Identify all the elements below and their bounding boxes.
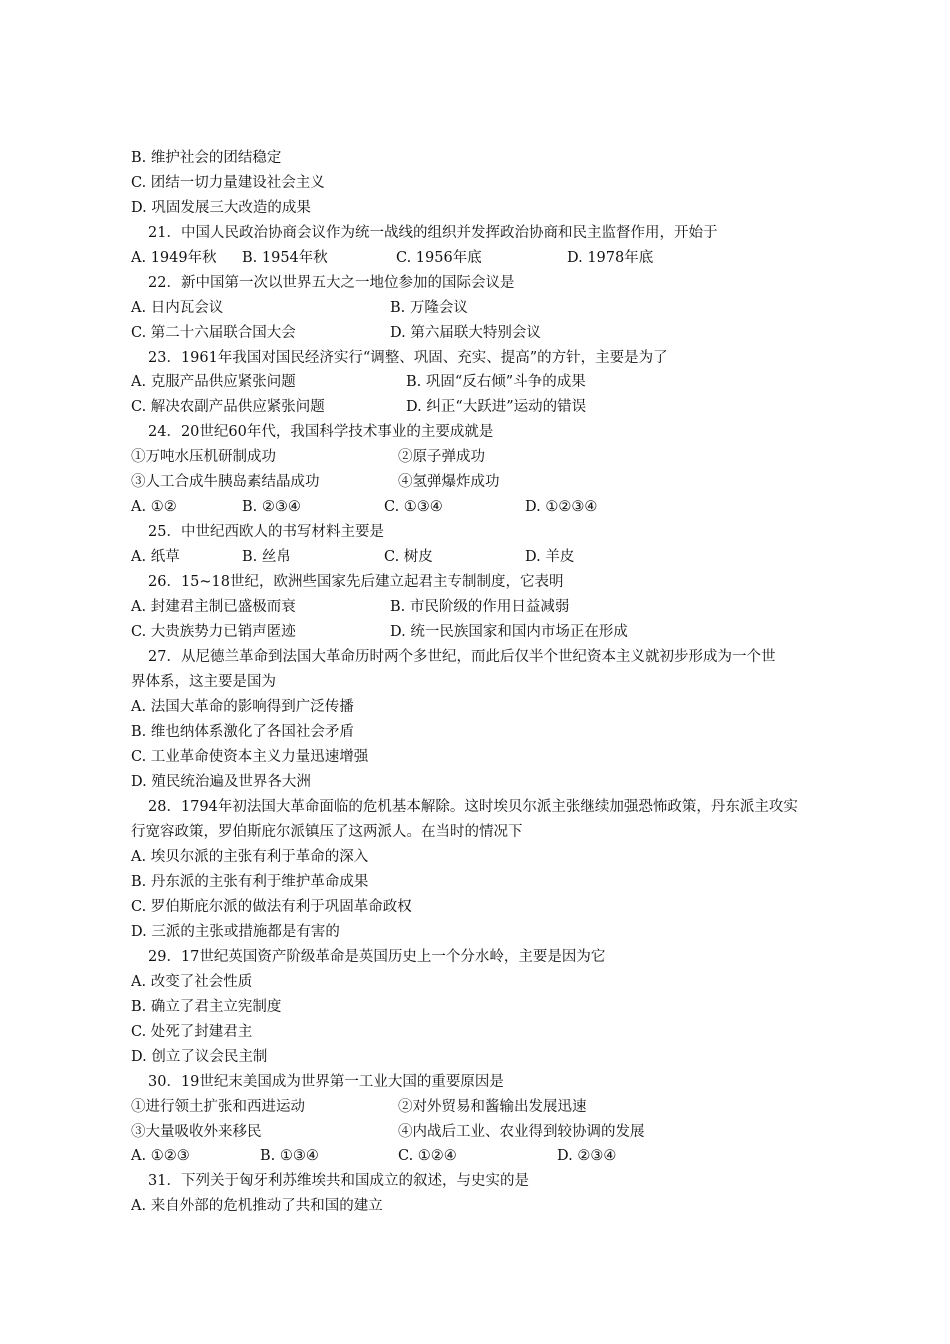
- q22-option-b: B. 万隆会议: [390, 300, 468, 316]
- q31-option-a: A. 来自外部的危机推动了共和国的建立: [131, 1198, 383, 1214]
- q20-option-c: C. 团结一切力量建设社会主义: [131, 175, 325, 191]
- q24-item-3: ③人工合成牛胰岛素结晶成功: [131, 474, 320, 490]
- q29-option-d: D. 创立了议会民主制: [131, 1049, 268, 1065]
- q22-option-d: D. 第六届联大特别会议: [390, 325, 541, 341]
- q30-item-4: ④内战后工业、农业得到较协调的发展: [398, 1124, 645, 1140]
- q28-option-c: C. 罗伯斯庇尔派的做法有利于巩固革命政权: [131, 899, 412, 915]
- q21-option-b: B. 1954年秋: [242, 250, 328, 266]
- q28-option-b: B. 丹东派的主张有利于维护革命成果: [131, 874, 369, 890]
- q26-option-d: D. 统一民族国家和国内市场正在形成: [390, 624, 628, 640]
- q27-stem-line-2: 界体系，这主要是国为: [131, 674, 276, 690]
- q29-stem: 29．17世纪英国资产阶级革命是英国历史上一个分水岭，主要是因为它: [148, 949, 606, 965]
- q27-stem-line-1: 27．从尼德兰革命到法国大革命历时两个多世纪，而此后仅半个世纪资本主义就初步形成为一个世: [148, 649, 776, 665]
- q31-stem: 31．下列关于匈牙利苏维埃共和国成立的叙述，与史实的是: [148, 1173, 529, 1189]
- q23-option-b: B. 巩固“反右倾”斗争的成果: [406, 374, 586, 390]
- q23-option-d: D. 纠正“大跃进”运动的错误: [406, 399, 587, 415]
- q23-option-c: C. 解决农副产品供应紧张问题: [131, 399, 325, 415]
- q29-option-a: A. 改变了社会性质: [131, 974, 253, 990]
- q30-item-3: ③大量吸收外来移民: [131, 1124, 262, 1140]
- q24-option-c: C. ①③④: [384, 499, 443, 515]
- q27-option-b: B. 维也纳体系激化了各国社会矛盾: [131, 724, 354, 740]
- q30-option-a: A. ①②③: [131, 1148, 190, 1164]
- q24-option-a: A. ①②: [131, 499, 177, 515]
- q27-option-a: A. 法国大革命的影响得到广泛传播: [131, 699, 354, 715]
- q25-option-d: D. 羊皮: [525, 549, 575, 565]
- q23-option-a: A. 克服产品供应紧张问题: [131, 374, 296, 390]
- q26-option-a: A. 封建君主制已盛极而衰: [131, 599, 296, 615]
- q21-option-c: C. 1956年底: [396, 250, 482, 266]
- q24-option-b: B. ②③④: [242, 499, 301, 515]
- q30-option-c: C. ①②④: [398, 1148, 457, 1164]
- q30-stem: 30．19世纪末美国成为世界第一工业大国的重要原因是: [148, 1074, 504, 1090]
- q25-option-c: C. 树皮: [384, 549, 433, 565]
- q22-stem: 22．新中国第一次以世界五大之一地位参加的国际会议是: [148, 275, 515, 291]
- q21-option-a: A. 1949年秋: [131, 250, 217, 266]
- q25-stem: 25．中世纪西欧人的书写材料主要是: [148, 524, 384, 540]
- q26-stem: 26．15~18世纪，欧洲些国家先后建立起君主专制制度，它表明: [148, 574, 564, 590]
- q29-option-b: B. 确立了君主立宪制度: [131, 999, 282, 1015]
- q26-option-b: B. 市民阶级的作用日益减弱: [390, 599, 570, 615]
- q26-option-c: C. 大贵族势力已销声匿迹: [131, 624, 296, 640]
- q24-item-2: ②原子弹成功: [398, 449, 485, 465]
- q27-option-d: D. 殖民统治遍及世界各大洲: [131, 774, 311, 790]
- q22-option-a: A. 日内瓦会议: [131, 300, 224, 316]
- q20-option-d: D. 巩固发展三大改造的成果: [131, 200, 311, 216]
- q21-stem: 21．中国人民政治协商会议作为统一战线的组织并发挥政治协商和民主监督作用，开始于: [148, 225, 718, 241]
- q27-option-c: C. 工业革命使资本主义力量迅速增强: [131, 749, 369, 765]
- q24-option-d: D. ①②③④: [525, 499, 598, 515]
- q24-item-1: ①万吨水压机研制成功: [131, 449, 276, 465]
- q28-stem-line-1: 28．1794年初法国大革命面临的危机基本解除。这时埃贝尔派主张继续加强恐怖政策，丹东派主攻实: [148, 799, 798, 815]
- q30-item-1: ①进行领土扩张和西进运动: [131, 1099, 305, 1115]
- q20-option-b: B. 维护社会的团结稳定: [131, 150, 282, 166]
- q30-option-d: D. ②③④: [557, 1148, 617, 1164]
- q30-item-2: ②对外贸易和酱输出发展迅速: [398, 1099, 587, 1115]
- q24-stem: 24．20世纪60年代，我国科学技术事业的主要成就是: [148, 424, 494, 440]
- q28-stem-line-2: 行宽容政策，罗伯斯庇尔派镇压了这两派人。在当时的情况下: [131, 824, 523, 840]
- q25-option-b: B. 丝帛: [242, 549, 291, 565]
- q22-option-c: C. 第二十六届联合国大会: [131, 325, 296, 341]
- q28-option-a: A. 埃贝尔派的主张有利于革命的深入: [131, 849, 369, 865]
- q25-option-a: A. 纸草: [131, 549, 180, 565]
- q30-option-b: B. ①③④: [260, 1148, 319, 1164]
- q28-option-d: D. 三派的主张或措施都是有害的: [131, 924, 340, 940]
- q24-item-4: ④氢弹爆炸成功: [398, 474, 500, 490]
- q29-option-c: C. 处死了封建君主: [131, 1024, 253, 1040]
- q21-option-d: D. 1978年底: [567, 250, 654, 266]
- q23-stem: 23．1961年我国对国民经济实行“调整、巩固、充实、提高”的方针，主要是为了: [148, 350, 668, 366]
